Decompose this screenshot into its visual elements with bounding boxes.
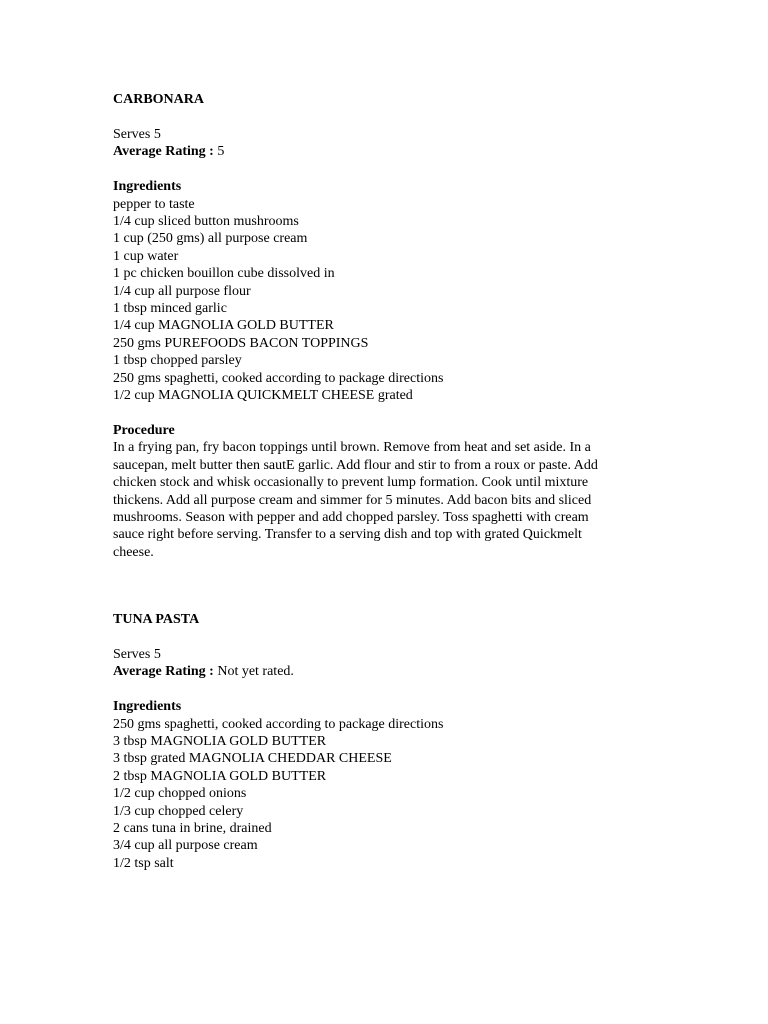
procedure-text bbox=[113, 439, 643, 561]
ingredient-item: 1/4 cup MAGNOLIA GOLD BUTTER bbox=[113, 318, 334, 334]
procedure-line: chicken stock and whisk occasionally to prevent lump formation. Cook until mixture bbox=[113, 475, 589, 491]
ingredient-item: pepper to taste bbox=[113, 196, 195, 212]
recipe-title: TUNA PASTA bbox=[113, 612, 200, 627]
procedure-line: saucepan, melt butter then sautE garlic. Add flour and stir to from a roux or paste. Add bbox=[113, 457, 598, 473]
ingredient-item: 1/3 cup chopped celery bbox=[113, 803, 244, 819]
recipe-serves: Serves 5 bbox=[113, 127, 161, 142]
procedure-heading: Procedure bbox=[113, 422, 175, 438]
ingredient-item: 1/2 cup MAGNOLIA QUICKMELT CHEESE grated bbox=[113, 388, 413, 404]
ingredient-item: 2 tbsp MAGNOLIA GOLD BUTTER bbox=[113, 768, 327, 784]
ingredient-item: 250 gms spaghetti, cooked according to package directions bbox=[113, 370, 444, 386]
ingredient-item: 250 gms spaghetti, cooked according to package directions bbox=[113, 716, 444, 732]
ingredient-item: 1 cup (250 gms) all purpose cream bbox=[113, 231, 308, 247]
rating-label: Average Rating : bbox=[113, 664, 214, 680]
ingredient-item: 2 cans tuna in brine, drained bbox=[113, 821, 272, 837]
ingredients-heading: Ingredients bbox=[113, 699, 182, 715]
recipe-rating bbox=[113, 143, 643, 160]
ingredient-item: 1 tbsp chopped parsley bbox=[113, 353, 242, 369]
recipe-carbonara bbox=[113, 91, 643, 561]
recipe-tuna-pasta bbox=[113, 611, 643, 872]
recipe-rating bbox=[113, 663, 643, 680]
ingredient-item: 1 pc chicken bouillon cube dissolved in bbox=[113, 266, 335, 282]
ingredient-item: 1/2 cup chopped onions bbox=[113, 786, 247, 802]
ingredient-item: 1/2 tsp salt bbox=[113, 855, 174, 871]
procedure-line: sauce right before serving. Transfer to a serving dish and top with grated Quickmelt bbox=[113, 527, 582, 543]
procedure-line: thickens. Add all purpose cream and simmer for 5 minutes. Add bacon bits and sliced bbox=[113, 492, 592, 508]
ingredients-heading: Ingredients bbox=[113, 179, 182, 195]
ingredients-list bbox=[113, 716, 643, 873]
ingredient-item: 1 cup water bbox=[113, 248, 179, 264]
rating-value: 5 bbox=[213, 144, 225, 160]
rating-value: Not yet rated. bbox=[213, 664, 294, 680]
ingredient-item: 1 tbsp minced garlic bbox=[113, 301, 227, 317]
ingredient-item: 250 gms PUREFOODS BACON TOPPINGS bbox=[113, 335, 369, 351]
ingredient-item: 3 tbsp MAGNOLIA GOLD BUTTER bbox=[113, 734, 327, 750]
recipe-serves: Serves 5 bbox=[113, 647, 161, 662]
ingredient-item: 3 tbsp grated MAGNOLIA CHEDDAR CHEESE bbox=[113, 751, 392, 767]
rating-label: Average Rating : bbox=[113, 144, 214, 160]
ingredient-item: 1/4 cup sliced button mushrooms bbox=[113, 214, 299, 230]
ingredient-item: 1/4 cup all purpose flour bbox=[113, 283, 251, 299]
ingredients-list bbox=[113, 196, 643, 405]
procedure-line: mushrooms. Season with pepper and add chopped parsley. Toss spaghetti with cream bbox=[113, 509, 589, 525]
procedure-line: In a frying pan, fry bacon toppings until brown. Remove from heat and set aside. In a bbox=[113, 440, 591, 456]
recipe-title: CARBONARA bbox=[113, 92, 204, 107]
procedure-line: cheese. bbox=[113, 544, 154, 560]
ingredient-item: 3/4 cup all purpose cream bbox=[113, 838, 258, 854]
